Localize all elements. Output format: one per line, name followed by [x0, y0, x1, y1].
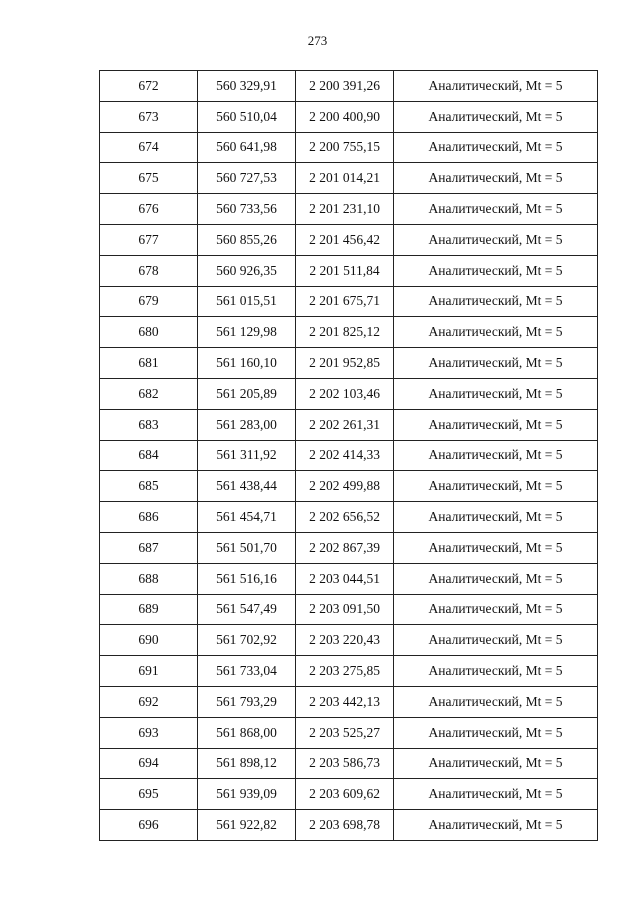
method-cell: Аналитический, Mt = 5	[394, 440, 598, 471]
table-row	[100, 625, 598, 656]
point-number-cell: 679	[100, 286, 198, 317]
x-coordinate-cell: 560 733,56	[198, 194, 296, 225]
table-row	[100, 132, 598, 163]
x-coordinate-cell: 560 855,26	[198, 224, 296, 255]
y-coordinate-cell: 2 203 091,50	[296, 594, 394, 625]
y-coordinate-cell: 2 201 511,84	[296, 255, 394, 286]
table-row	[100, 748, 598, 779]
point-number-cell: 676	[100, 194, 198, 225]
table-row	[100, 224, 598, 255]
point-number-cell: 672	[100, 71, 198, 102]
point-number-cell: 687	[100, 532, 198, 563]
page-number: 273	[307, 33, 328, 48]
point-number-cell: 673	[100, 101, 198, 132]
table-row	[100, 656, 598, 687]
y-coordinate-cell: 2 203 220,43	[296, 625, 394, 656]
point-number-cell: 688	[100, 563, 198, 594]
table-row	[100, 409, 598, 440]
y-coordinate-cell: 2 203 525,27	[296, 717, 394, 748]
method-cell: Аналитический, Mt = 5	[394, 378, 598, 409]
method-cell: Аналитический, Mt = 5	[394, 194, 598, 225]
method-cell: Аналитический, Mt = 5	[394, 409, 598, 440]
point-number-cell: 691	[100, 656, 198, 687]
x-coordinate-cell: 561 793,29	[198, 686, 296, 717]
point-number-cell: 680	[100, 317, 198, 348]
x-coordinate-cell: 561 438,44	[198, 471, 296, 502]
point-number-cell: 675	[100, 163, 198, 194]
x-coordinate-cell: 561 160,10	[198, 348, 296, 379]
method-cell: Аналитический, Mt = 5	[394, 656, 598, 687]
method-cell: Аналитический, Mt = 5	[394, 71, 598, 102]
x-coordinate-cell: 561 702,92	[198, 625, 296, 656]
table-row	[100, 348, 598, 379]
method-cell: Аналитический, Mt = 5	[394, 286, 598, 317]
table-row	[100, 594, 598, 625]
y-coordinate-cell: 2 203 275,85	[296, 656, 394, 687]
table-row	[100, 502, 598, 533]
method-cell: Аналитический, Mt = 5	[394, 563, 598, 594]
method-cell: Аналитический, Mt = 5	[394, 594, 598, 625]
table-row	[100, 532, 598, 563]
table-row	[100, 71, 598, 102]
y-coordinate-cell: 2 202 656,52	[296, 502, 394, 533]
point-number-cell: 681	[100, 348, 198, 379]
y-coordinate-cell: 2 201 231,10	[296, 194, 394, 225]
table-row	[100, 163, 598, 194]
method-cell: Аналитический, Mt = 5	[394, 502, 598, 533]
table-row	[100, 686, 598, 717]
table-body	[100, 71, 598, 841]
x-coordinate-cell: 561 922,82	[198, 810, 296, 841]
y-coordinate-cell: 2 202 261,31	[296, 409, 394, 440]
x-coordinate-cell: 561 547,49	[198, 594, 296, 625]
x-coordinate-cell: 560 641,98	[198, 132, 296, 163]
table-row	[100, 810, 598, 841]
point-number-cell: 689	[100, 594, 198, 625]
x-coordinate-cell: 561 939,09	[198, 779, 296, 810]
point-number-cell: 683	[100, 409, 198, 440]
x-coordinate-cell: 561 129,98	[198, 317, 296, 348]
table-row	[100, 563, 598, 594]
point-number-cell: 686	[100, 502, 198, 533]
y-coordinate-cell: 2 201 675,71	[296, 286, 394, 317]
point-number-cell: 682	[100, 378, 198, 409]
table-row	[100, 440, 598, 471]
point-number-cell: 693	[100, 717, 198, 748]
y-coordinate-cell: 2 200 400,90	[296, 101, 394, 132]
y-coordinate-cell: 2 203 698,78	[296, 810, 394, 841]
x-coordinate-cell: 561 868,00	[198, 717, 296, 748]
table-row	[100, 255, 598, 286]
x-coordinate-cell: 560 727,53	[198, 163, 296, 194]
x-coordinate-cell: 561 733,04	[198, 656, 296, 687]
y-coordinate-cell: 2 203 044,51	[296, 563, 394, 594]
point-number-cell: 684	[100, 440, 198, 471]
method-cell: Аналитический, Mt = 5	[394, 224, 598, 255]
coordinates-table	[99, 70, 598, 841]
method-cell: Аналитический, Mt = 5	[394, 471, 598, 502]
x-coordinate-cell: 561 516,16	[198, 563, 296, 594]
method-cell: Аналитический, Mt = 5	[394, 163, 598, 194]
x-coordinate-cell: 560 510,04	[198, 101, 296, 132]
point-number-cell: 685	[100, 471, 198, 502]
x-coordinate-cell: 561 898,12	[198, 748, 296, 779]
table-row	[100, 471, 598, 502]
y-coordinate-cell: 2 202 867,39	[296, 532, 394, 563]
point-number-cell: 695	[100, 779, 198, 810]
x-coordinate-cell: 561 501,70	[198, 532, 296, 563]
y-coordinate-cell: 2 203 609,62	[296, 779, 394, 810]
point-number-cell: 674	[100, 132, 198, 163]
y-coordinate-cell: 2 202 414,33	[296, 440, 394, 471]
y-coordinate-cell: 2 201 014,21	[296, 163, 394, 194]
point-number-cell: 692	[100, 686, 198, 717]
method-cell: Аналитический, Mt = 5	[394, 532, 598, 563]
method-cell: Аналитический, Mt = 5	[394, 686, 598, 717]
table-row	[100, 194, 598, 225]
method-cell: Аналитический, Mt = 5	[394, 101, 598, 132]
point-number-cell: 696	[100, 810, 198, 841]
table-row	[100, 717, 598, 748]
method-cell: Аналитический, Mt = 5	[394, 779, 598, 810]
x-coordinate-cell: 561 205,89	[198, 378, 296, 409]
point-number-cell: 690	[100, 625, 198, 656]
x-coordinate-cell: 561 015,51	[198, 286, 296, 317]
y-coordinate-cell: 2 203 442,13	[296, 686, 394, 717]
table-row	[100, 286, 598, 317]
y-coordinate-cell: 2 202 499,88	[296, 471, 394, 502]
table-row	[100, 101, 598, 132]
x-coordinate-cell: 561 311,92	[198, 440, 296, 471]
y-coordinate-cell: 2 200 391,26	[296, 71, 394, 102]
y-coordinate-cell: 2 203 586,73	[296, 748, 394, 779]
table-row	[100, 779, 598, 810]
x-coordinate-cell: 561 283,00	[198, 409, 296, 440]
y-coordinate-cell: 2 201 456,42	[296, 224, 394, 255]
method-cell: Аналитический, Mt = 5	[394, 317, 598, 348]
table-row	[100, 317, 598, 348]
method-cell: Аналитический, Mt = 5	[394, 810, 598, 841]
x-coordinate-cell: 560 926,35	[198, 255, 296, 286]
point-number-cell: 677	[100, 224, 198, 255]
method-cell: Аналитический, Mt = 5	[394, 748, 598, 779]
point-number-cell: 694	[100, 748, 198, 779]
point-number-cell: 678	[100, 255, 198, 286]
y-coordinate-cell: 2 200 755,15	[296, 132, 394, 163]
method-cell: Аналитический, Mt = 5	[394, 255, 598, 286]
method-cell: Аналитический, Mt = 5	[394, 717, 598, 748]
x-coordinate-cell: 560 329,91	[198, 71, 296, 102]
y-coordinate-cell: 2 201 825,12	[296, 317, 394, 348]
method-cell: Аналитический, Mt = 5	[394, 132, 598, 163]
table-row	[100, 378, 598, 409]
y-coordinate-cell: 2 201 952,85	[296, 348, 394, 379]
y-coordinate-cell: 2 202 103,46	[296, 378, 394, 409]
method-cell: Аналитический, Mt = 5	[394, 625, 598, 656]
method-cell: Аналитический, Mt = 5	[394, 348, 598, 379]
x-coordinate-cell: 561 454,71	[198, 502, 296, 533]
